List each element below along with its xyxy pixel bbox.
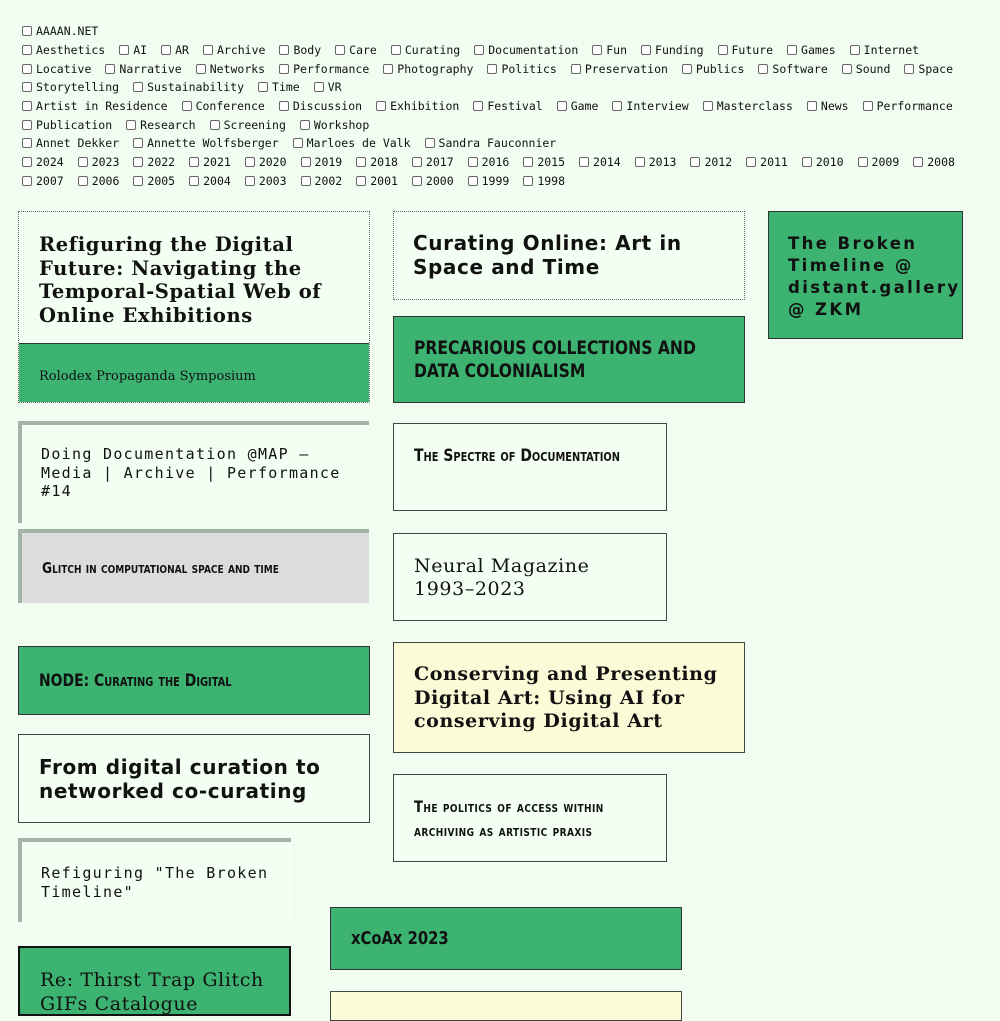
filter-marloes-de-valk[interactable] <box>293 136 411 150</box>
filter-row-years-2 <box>22 172 992 191</box>
filter-software[interactable] <box>758 62 827 76</box>
filter-label: 2024 <box>36 155 64 170</box>
filter-label: 2001 <box>370 173 398 188</box>
card-neural-magazine[interactable] <box>393 533 667 621</box>
filter-checkbox[interactable] <box>376 101 386 111</box>
filter-checkbox[interactable] <box>300 120 310 130</box>
filter-checkbox[interactable] <box>635 157 645 167</box>
filter-2017[interactable] <box>412 155 454 169</box>
filter-label: 2000 <box>425 173 454 188</box>
filter-checkbox[interactable] <box>22 157 32 167</box>
card-glitch-computational[interactable] <box>18 529 369 603</box>
card-title: Glitch in computational space and time <box>42 559 279 577</box>
filter-2021[interactable] <box>189 155 231 169</box>
filter-label: Locative <box>36 61 92 76</box>
filter-2023[interactable] <box>78 155 120 169</box>
filter-annet-dekker[interactable] <box>22 136 119 150</box>
filter-aesthetics[interactable] <box>22 43 105 57</box>
filter-checkbox[interactable] <box>904 64 914 74</box>
filter-label: Curating <box>404 43 461 58</box>
filter-checkbox[interactable] <box>279 45 289 55</box>
filter-2008[interactable] <box>913 155 955 169</box>
filter-screening[interactable] <box>210 118 286 132</box>
filter-workshop[interactable] <box>300 118 369 132</box>
filter-care[interactable] <box>335 43 377 57</box>
filter-label: Conference <box>195 99 265 114</box>
filter-label: 2017 <box>425 155 454 170</box>
filter-2005[interactable] <box>133 174 175 188</box>
filter-label: 2022 <box>147 155 176 170</box>
filter-checkbox[interactable] <box>746 157 756 167</box>
filter-checkbox[interactable] <box>189 176 199 186</box>
card-title: Curating Online: Art in Space and Time <box>413 231 682 279</box>
filter-checkbox[interactable] <box>203 45 213 55</box>
filter-checkbox[interactable] <box>523 176 533 186</box>
filter-2001[interactable] <box>356 174 398 188</box>
filter-checkbox[interactable] <box>487 64 497 74</box>
filter-checkbox[interactable] <box>468 157 478 167</box>
filter-label: Annette Wolfsberger <box>147 136 279 151</box>
filter-checkbox[interactable] <box>863 101 873 111</box>
filter-checkbox[interactable] <box>356 176 366 186</box>
filter-game[interactable] <box>557 99 599 113</box>
filter-label: Interview <box>626 99 689 114</box>
filter-label: Politics <box>501 61 557 76</box>
filter-funding[interactable] <box>641 43 703 57</box>
filter-body[interactable] <box>279 43 321 57</box>
filter-sandra-fauconnier[interactable] <box>425 136 557 150</box>
filter-checkbox[interactable] <box>22 45 32 55</box>
filter-label: VR <box>327 80 342 95</box>
filter-performance[interactable] <box>279 62 369 76</box>
filter-label: Artist in Residence <box>36 99 168 114</box>
filter-2020[interactable] <box>245 155 287 169</box>
filter-row-site <box>22 22 992 41</box>
filter-1999[interactable] <box>468 174 510 188</box>
filter-checkbox[interactable] <box>850 45 860 55</box>
filter-label: Publication <box>36 117 113 132</box>
filter-checkbox[interactable] <box>858 157 868 167</box>
filter-checkbox[interactable] <box>22 64 32 74</box>
filter-preservation[interactable] <box>571 62 668 76</box>
card-xcoax-2023[interactable] <box>330 907 682 970</box>
card-title: Doing Documentation @MAP – Media | Archive | Performance #14 <box>41 445 341 501</box>
filter-festival[interactable] <box>473 99 542 113</box>
filter-checkbox[interactable] <box>391 45 401 55</box>
filter-space[interactable] <box>904 62 953 76</box>
filter-checkbox[interactable] <box>758 64 768 74</box>
card-politics-of-access[interactable] <box>393 774 667 862</box>
filter-label: Software <box>772 61 828 76</box>
filter-narrative[interactable] <box>105 62 181 76</box>
filter-sound[interactable] <box>842 62 891 76</box>
filter-checkbox[interactable] <box>612 101 622 111</box>
filter-2006[interactable] <box>78 174 120 188</box>
filter-2016[interactable] <box>468 155 510 169</box>
filter-label: 2008 <box>927 155 955 170</box>
filter-label: AR <box>175 43 189 58</box>
filter-label: Game <box>570 99 599 114</box>
filter-label: 1998 <box>537 173 566 188</box>
filter-label: Sound <box>855 61 891 76</box>
card-title: From digital curation to networked co-curating <box>39 755 321 803</box>
filter-2012[interactable] <box>690 155 732 169</box>
card-title: Refiguring the Digital Future: Navigating the Temporal-Spatial Web of Online Exhibitions <box>39 233 322 327</box>
card-curating-online[interactable] <box>393 211 745 300</box>
filter-2019[interactable] <box>301 155 343 169</box>
card-digital-curation[interactable] <box>18 734 370 823</box>
filter-panel <box>22 22 992 190</box>
filter-curating[interactable] <box>391 43 460 57</box>
filter-label: AI <box>133 43 148 58</box>
filter-2013[interactable] <box>635 155 677 169</box>
filter-checkbox[interactable] <box>425 138 435 148</box>
filter-label: 2012 <box>704 155 733 170</box>
filter-label: Screening <box>223 117 286 132</box>
filter-checkbox[interactable] <box>301 176 311 186</box>
filter-checkbox[interactable] <box>468 176 478 186</box>
filter-checkbox[interactable] <box>335 45 345 55</box>
filter-label: 2003 <box>258 173 287 188</box>
filter-label: Research <box>140 117 196 132</box>
filter-row-topics-1 <box>22 41 992 60</box>
filter-checkbox[interactable] <box>78 176 88 186</box>
filter-checkbox[interactable] <box>22 138 32 148</box>
card-title: The Broken Timeline @ distant.gallery @ ZKM <box>788 234 961 319</box>
filter-label: 2007 <box>36 173 64 188</box>
filter-discussion[interactable] <box>279 99 362 113</box>
card-thirst-trap[interactable] <box>18 946 291 1016</box>
filter-row-people <box>22 134 992 153</box>
filter-checkbox[interactable] <box>105 64 115 74</box>
filter-checkbox[interactable] <box>258 82 268 92</box>
filter-checkbox[interactable] <box>189 157 199 167</box>
filter-checkbox[interactable] <box>245 176 255 186</box>
filter-checkbox[interactable] <box>557 101 567 111</box>
filter-checkbox[interactable] <box>802 157 812 167</box>
card-spectre-documentation[interactable] <box>393 423 667 511</box>
filter-checkbox[interactable] <box>579 157 589 167</box>
filter-2000[interactable] <box>412 174 454 188</box>
filter-aaaan-net[interactable] <box>22 24 98 38</box>
filter-label: 2010 <box>815 155 844 170</box>
filter-label: 1999 <box>481 173 510 188</box>
filter-publics[interactable] <box>682 62 744 76</box>
filter-row-years-1 <box>22 153 992 172</box>
card-title: Refiguring "The Broken Timeline" <box>41 864 269 901</box>
filter-exhibition[interactable] <box>376 99 459 113</box>
filter-2018[interactable] <box>356 155 398 169</box>
filter-archive[interactable] <box>203 43 265 57</box>
card-node-curating[interactable] <box>18 646 370 715</box>
card-title: Neural Magazine 1993–2023 <box>414 555 590 600</box>
filter-checkbox[interactable] <box>787 45 797 55</box>
filter-2010[interactable] <box>802 155 844 169</box>
filter-label: Aesthetics <box>36 43 106 58</box>
filter-checkbox[interactable] <box>119 45 129 55</box>
filter-time[interactable] <box>258 80 300 94</box>
filter-row-topics-2 <box>22 59 992 78</box>
filter-2007[interactable] <box>22 174 64 188</box>
filter-conference[interactable] <box>182 99 265 113</box>
filter-news[interactable] <box>807 99 849 113</box>
filter-storytelling[interactable] <box>22 80 119 94</box>
filter-checkbox[interactable] <box>133 157 143 167</box>
card-refiguring-digital-future[interactable] <box>18 211 370 403</box>
filter-internet[interactable] <box>850 43 919 57</box>
filter-row-topics-3 <box>22 78 992 97</box>
filter-checkbox[interactable] <box>474 45 484 55</box>
filter-label: Networks <box>209 61 266 76</box>
card-title: PRECARIOUS COLLECTIONS AND DATA COLONIALISM <box>414 337 696 382</box>
filter-2011[interactable] <box>746 155 788 169</box>
filter-checkbox[interactable] <box>22 176 32 186</box>
filter-label: Performance <box>876 99 953 114</box>
filter-row-types-1 <box>22 97 992 116</box>
filter-checkbox[interactable] <box>682 64 692 74</box>
filter-label: Fun <box>606 43 628 58</box>
filter-label: 2015 <box>537 155 566 170</box>
filter-label: Discussion <box>292 99 363 114</box>
filter-label: Photography <box>397 61 474 76</box>
filter-label: Storytelling <box>36 80 120 95</box>
filter-checkbox[interactable] <box>279 101 289 111</box>
filter-label: 2004 <box>203 173 231 188</box>
filter-label: Publics <box>695 61 745 76</box>
filter-checkbox[interactable] <box>807 101 817 111</box>
filter-label: 2013 <box>648 155 677 170</box>
filter-label: Documentation <box>488 43 579 58</box>
filter-checkbox[interactable] <box>314 82 324 92</box>
filter-artist-in-residence[interactable] <box>22 99 168 113</box>
filter-publication[interactable] <box>22 118 112 132</box>
filter-checkbox[interactable] <box>703 101 713 111</box>
filter-label: Exhibition <box>390 99 460 114</box>
filter-checkbox[interactable] <box>356 157 366 167</box>
filter-checkbox[interactable] <box>412 157 422 167</box>
filter-photography[interactable] <box>383 62 473 76</box>
filter-checkbox[interactable] <box>133 138 143 148</box>
filter-checkbox[interactable] <box>133 176 143 186</box>
filter-row-types-2 <box>22 115 992 134</box>
card-title: The politics of access within archiving as artistic praxis <box>414 797 604 840</box>
card-title: The Spectre of Documentation <box>414 446 620 466</box>
filter-label: 2018 <box>370 155 398 170</box>
filter-label: 2002 <box>314 173 343 188</box>
filter-vr[interactable] <box>314 80 342 94</box>
filter-checkbox[interactable] <box>571 64 581 74</box>
filter-future[interactable] <box>718 43 774 57</box>
filter-checkbox[interactable] <box>641 45 651 55</box>
filter-checkbox[interactable] <box>842 64 852 74</box>
filter-2014[interactable] <box>579 155 621 169</box>
filter-2004[interactable] <box>189 174 231 188</box>
filter-checkbox[interactable] <box>210 120 220 130</box>
filter-research[interactable] <box>126 118 195 132</box>
filter-checkbox[interactable] <box>78 157 88 167</box>
filter-checkbox[interactable] <box>412 176 422 186</box>
filter-checkbox[interactable] <box>182 101 192 111</box>
filter-2009[interactable] <box>858 155 900 169</box>
filter-interview[interactable] <box>612 99 688 113</box>
filter-masterclass[interactable] <box>703 99 793 113</box>
filter-label: Narrative <box>119 61 182 76</box>
card-precarious-collections[interactable] <box>393 316 745 403</box>
filter-sustainability[interactable] <box>133 80 244 94</box>
card-title: xCoAx 2023 <box>351 928 449 949</box>
card-subtitle: Rolodex Propaganda Symposium <box>39 369 256 384</box>
filter-label: 2014 <box>593 155 621 170</box>
filter-label: Care <box>349 43 377 58</box>
filter-label: Body <box>293 43 322 58</box>
card-broken-timeline-zkm[interactable] <box>768 211 963 339</box>
filter-label: Sandra Fauconnier <box>438 136 557 151</box>
filter-checkbox[interactable] <box>126 120 136 130</box>
filter-networks[interactable] <box>196 62 265 76</box>
card-refiguring-broken-timeline[interactable] <box>18 838 291 922</box>
card-partial-next[interactable] <box>330 991 682 1021</box>
filter-checkbox[interactable] <box>22 26 32 36</box>
filter-2015[interactable] <box>523 155 565 169</box>
filter-label: 2021 <box>203 155 231 170</box>
filter-checkbox[interactable] <box>523 157 533 167</box>
filter-performance[interactable] <box>863 99 953 113</box>
card-subtitle-band <box>19 343 369 402</box>
filter-label: 2006 <box>91 173 120 188</box>
filter-checkbox[interactable] <box>592 45 602 55</box>
filter-2003[interactable] <box>245 174 287 188</box>
filter-checkbox[interactable] <box>245 157 255 167</box>
filter-annette-wolfsberger[interactable] <box>133 136 279 150</box>
filter-label: Time <box>272 80 300 95</box>
filter-checkbox[interactable] <box>196 64 206 74</box>
filter-label: Space <box>918 61 954 76</box>
filter-label: 2019 <box>314 155 343 170</box>
filter-checkbox[interactable] <box>22 101 32 111</box>
filter-label: AAAAN.NET <box>36 24 99 39</box>
filter-checkbox[interactable] <box>22 82 32 92</box>
filter-checkbox[interactable] <box>913 157 923 167</box>
card-title: Re: Thirst Trap Glitch GIFs Catalogue <box>40 969 264 1015</box>
card-title: Conserving and Presenting Digital Art: Using AI for conserving Digital Art <box>414 663 718 732</box>
filter-checkbox[interactable] <box>383 64 393 74</box>
filter-ar[interactable] <box>161 43 189 57</box>
filter-label: Festival <box>487 99 543 114</box>
filter-politics[interactable] <box>487 62 556 76</box>
filter-checkbox[interactable] <box>301 157 311 167</box>
filter-2002[interactable] <box>301 174 343 188</box>
filter-checkbox[interactable] <box>279 64 289 74</box>
filter-checkbox[interactable] <box>473 101 483 111</box>
filter-label: Archive <box>216 43 266 58</box>
filter-label: Future <box>731 43 774 58</box>
filter-label: Workshop <box>313 117 370 132</box>
filter-label: 2009 <box>871 155 900 170</box>
filter-2022[interactable] <box>133 155 175 169</box>
filter-locative[interactable] <box>22 62 91 76</box>
filter-checkbox[interactable] <box>293 138 303 148</box>
filter-label: Annet Dekker <box>36 136 120 151</box>
filter-label: Masterclass <box>716 99 793 114</box>
filter-label: Internet <box>863 43 920 58</box>
filter-games[interactable] <box>787 43 836 57</box>
card-title: NODE: Curating the Digital <box>39 671 232 691</box>
filter-label: 2016 <box>481 155 510 170</box>
card-conserving-digital-art[interactable] <box>393 642 745 753</box>
filter-1998[interactable] <box>523 174 565 188</box>
filter-label: Marloes de Valk <box>306 136 411 151</box>
filter-label: Funding <box>655 43 704 58</box>
filter-label: 2005 <box>147 173 176 188</box>
filter-documentation[interactable] <box>474 43 578 57</box>
filter-ai[interactable] <box>119 43 147 57</box>
filter-checkbox[interactable] <box>22 120 32 130</box>
filter-checkbox[interactable] <box>161 45 171 55</box>
filter-checkbox[interactable] <box>690 157 700 167</box>
filter-label: Performance <box>293 61 370 76</box>
filter-label: News <box>820 99 849 114</box>
filter-2024[interactable] <box>22 155 64 169</box>
filter-label: Preservation <box>584 61 668 76</box>
filter-checkbox[interactable] <box>718 45 728 55</box>
filter-label: 2023 <box>91 155 120 170</box>
filter-fun[interactable] <box>592 43 627 57</box>
card-doing-documentation[interactable] <box>18 421 369 523</box>
filter-label: 2011 <box>760 155 788 170</box>
filter-label: Sustainability <box>147 80 245 95</box>
filter-label: Games <box>801 43 836 58</box>
filter-checkbox[interactable] <box>133 82 143 92</box>
filter-label: 2020 <box>258 155 287 170</box>
